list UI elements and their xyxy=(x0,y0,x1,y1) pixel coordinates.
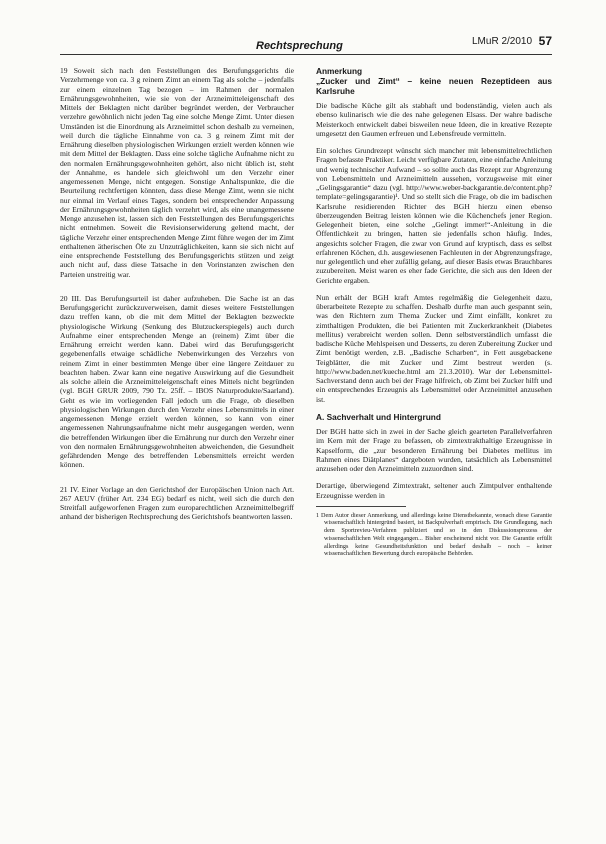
footnote: 1 Dem Autor dieser Anmerkung, und allerdings keine Dienstbekannte, wonach diese Garantie wissenschaftlich hintergründ basiert, ist Backpulverhaft empirisch. Die Grundlegung, nach dem Sportrevieu-Verfahren publiziert und so in den Diskussionsprozess der wissenschaftlichen Welt eingegangen... Bisher erscheinend nicht vor. Die Garantie erfüllt allerdings keine Gesundheitsfunktion und bedarf deshalb – noch – keiner wissenschaftlichen Bewertung durch europäische Behörden. xyxy=(316,511,552,558)
running-head-section: Rechtsprechung xyxy=(256,40,343,52)
section-paragraph: Der BGH hatte sich in zwei in der Sache gleich gearteten Parallelverfahren im Kern mit der Frage zu befassen, ob zimtextrakthaltige Erzeugnisse in Kapselform, die „zur besonderen Ernährung bei Diabetes mellitus im Rahmen eines Diätplanes“ dargeboten wurden, tatsächlich als Lebensmittel anzusehen oder den Arzneimitteln zuzuordnen sind. xyxy=(316,427,552,473)
annotation-paragraph: Die badische Küche gilt als stabhaft und bodenständig, vielen auch als ebenso kulinarisch wie die des nahe gelegenen Elsass. Der wahre badische Meisterkoch entwickelt dabei bisweilen neue Ideen, die in kreative Rezepte umgesetzt den Gaumen erfreuen und Lebensfreude vermitteln. xyxy=(316,101,552,138)
page-header xyxy=(60,34,552,56)
paragraph-19: 19 Soweit sich nach den Feststellungen des Berufungsgerichts die Verzehrmenge von ca. 3 g reinem Zimt an einem Tag als solche – jedenfalls zur einem einzelnen Tag bezogen – im Rahmen der normalen Ernährungsgewohnheiten, wie sie von der Arzneimitteleigenschaft des Mittels der Beklagten nicht darüber begründet werden, der Verbraucher verzehre gewöhnlich nicht jeden Tag eine solche Menge Zimt. Unter diesen Umständen ist die Einordnung als Arzneimittel schon deshalb zu verneinen, weil durch die tägliche Einnahme von ca. 3 g reinem Zimt mit der Ernährung dieselben physiologischen Wirkungen erzielt werden können wie mit dem Mittel der Beklagten. Dass eine solche tägliche Aufnahme nicht zu den normalen Ernährungsgewohnheiten gehört, also nicht üblich ist, steht der Annahme, es handele sich gleichwohl um den Verzehr einer angemessenen Menge, nicht entgegen. Sonstige Anhaltspunkte, die die Beurteilung rechtfertigen könnten, dass diese Menge Zimt, wenn sie nicht nur einmal im Verlauf eines Tages, sondern bei entsprechender Anpassung der Ernährungsgewohnheiten täglich verzehrt wird, als eine unangemessene Menge anzusehen ist, lassen sich den Feststellungen des Berufungsgerichts nicht entnehmen. Soweit die Revisionserwiderung geltend macht, der tägliche Verzehr einer entsprechenden Menge Zimt führe wegen der im Zimt enthaltenen ätherischen Öle zu Unzuträglichkeiten, kann sie sich nicht auf eine entsprechende Feststellung des Berufungsgerichts stützen und zeigt auch nicht auf, dass diese Tatsache in den Vorinstanzen zwischen den Parteien unstreitig war. xyxy=(60,66,294,279)
paragraph-21: 21 IV. Einer Vorlage an den Gerichtshof der Europäischen Union nach Art. 267 AEUV (früher Art. 234 EG) bedarf es nicht, weil sich die durch den Streitfall aufgeworfenen Fragen zum europarechtlichen Arzneimittelbegriff anhand der bisherigen Rechtsprechung des Gerichtshofs beantworten lassen. xyxy=(60,484,294,522)
annotation-title: „Zucker und Zimt“ – keine neuen Rezeptideen aus Karlsruhe xyxy=(316,76,552,96)
journal-issue: LMuR 2/2010 xyxy=(472,36,533,47)
left-column xyxy=(60,66,294,522)
paragraph-20: 20 III. Das Berufungsurteil ist daher aufzuheben. Die Sache ist an das Berufungsgericht zurückzuverweisen, damit dieses weitere Feststellungen dazu treffen kann, ob die mit dem Mittel der Beklagten bezweckte physiologische Wirkung (Senkung des Blutzuckerspiegels) auch durch Aufnahme einer entsprechenden Menge an (reinem) Zimt über die Ernährung erreicht werden kann. Dabei wird das Berufungsgericht gegebenenfalls etwaige schädliche Nebenwirkungen des Verzehrs von reinem Zimt in einer bestimmten Menge über eine längere Zeitdauer zu beachten haben. Zwar kann eine negative Auswirkung auf die Gesundheit als solche allein die Arzneimitteleigenschaft eines Mittels nicht begründen (vgl. BGH GRUR 2009, 790 Tz. 25ff. – IBOS Naturprodukte/Saarland). Geht es wie im vorliegenden Fall jedoch um die Frage, ob dieselben physiologischen Wirkungen durch den Verzehr eines Lebensmittels in einer angemessenen Menge erzielt werden können, so kann von einer angemessenen Nahrungsaufnahme nicht mehr ausgegangen werden, wenn die betreffenden Wirkungen über die Ernährung nur durch den Verzehr einer von den normalen Ernährungsgewohnheiten abweichenden, die Gesundheit gefährdenden Menge des betreffenden Lebensmittels erreicht werden können. xyxy=(60,293,294,470)
header-rule xyxy=(60,54,552,55)
right-column xyxy=(316,66,552,558)
annotation-paragraph: Ein solches Grundrezept wünscht sich mancher mit lebensmittelrechtlichen Fragen befasste Praktiker. Leicht verfügbare Zutaten, eine einfache Anleitung und wenig technischer Aufwand – so sollte auch das Rezept zur Abgrenzung von Lebensmitteln und Arzneimitteln aussehen, vorzugsweise mit einer „Gelingsgarantie“ dazu (vgl. http://www.weber-backgarantie.de/content.php?template=gelingsgarantie)¹. Und so stellt sich die Frage, ob die im badischen Karlsruhe residierenden Richter des BGH hierzu einen ebenso überzeugenden Beitrag leisten können wie die Küchenchefs jener Region. Gelegenheit bieten, eine solche „Gelingt immer!“-Anleitung in die Öffentlichkeit zu bringen, hatten sie jedenfalls schon häufig. Indes, angesichts solcher Fragen, die zwar von Grund auf kryptisch, dass es selbst erfahrenen Köchen, d.h. ausgewiesenen Fachleuten in der Abgrenzungsfrage, nur gelegentlich und eher zufällig gelang, auf dieser Basis etwas Brauchbares zuzubereiten. Meist waren es eher fade Gerichte, die sich aus den Ideen der Gerichte ergaben. xyxy=(316,146,552,285)
annotation-paragraph: Nun erhält der BGH kraft Amtes regelmäßig die Gelegenheit dazu, überarbeitete Rezepte zu schaffen. Deshalb durfte man auch gespannt sein, was den Richtern zum Thema Zucker und Zimt einfällt, konkret zu zimthaltigen Produkten, die bei Patienten mit Zuckerkrankheit (Diabetes mellitus) verabreicht werden sollen. Denn selbstverständlich umfasst die badische Küche Mehlspeisen und Desserts, zu deren Zubereitung Zucker und Zimt benötigt werden, z.B. „Badische Scharben“, in Fett ausgebackene Teigblätter, die mit Zucker und Zimt bestreut werden (s. http://www.baden.net/kueche.html am 21.3.2010). War der Lebensmittel-Sachverstand denn auch bei der Frage hilfreich, ob Zimt bei Zucker hilft und ein entsprechendes Erzeugnis als Lebensmittel oder Arzneimittel anzusehen ist. xyxy=(316,292,552,404)
section-paragraph: Derartige, überwiegend Zimtextrakt, seltener auch Zimtpulver enthaltende Erzeugnisse werden in xyxy=(316,481,552,500)
annotation-kicker: Anmerkung xyxy=(316,66,363,76)
page-number: 57 xyxy=(538,34,552,48)
section-heading: A. Sachverhalt und Hintergrund xyxy=(316,411,441,422)
footnote-rule xyxy=(316,506,406,507)
